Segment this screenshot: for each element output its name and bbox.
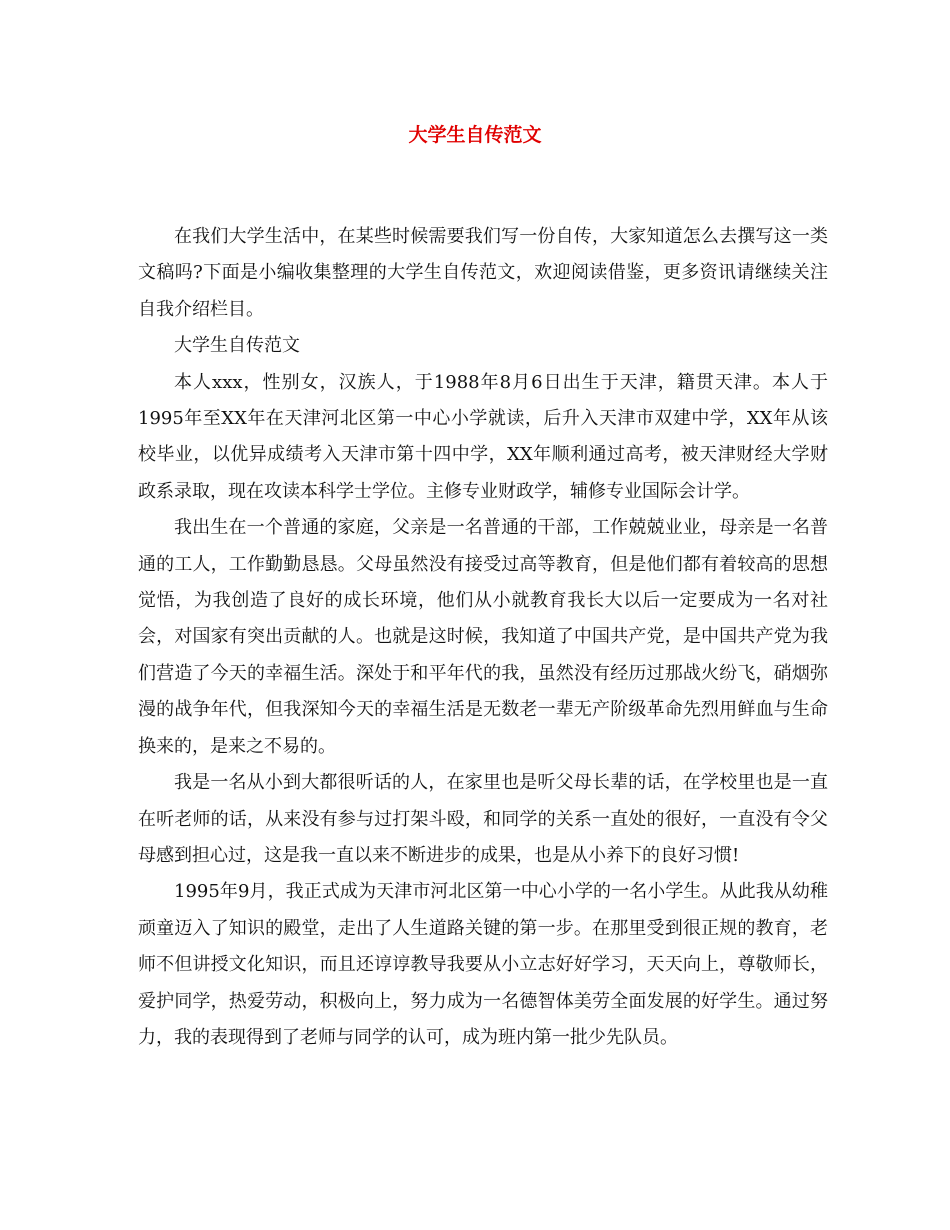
paragraph-background: 本人xxx，性别女，汉族人，于1988年8月6日出生于天津，籍贯天津。本人于1995年至XX年在天津河北区第一中心小学就读，后升入天津市双建中学，XX年从该校毕业，以优异成绩考入天津市第十四中学，XX年顺利通过高考，被天津财经大学财政系录取，现在攻读本科学士学位。主修专业财政学，辅修专业国际会计学。 <box>138 371 828 502</box>
paragraph-subtitle: 大学生自传范文 <box>174 335 300 357</box>
paragraph-primary-school: 1995年9月，我正式成为天津市河北区第一中心小学的一名小学生。从此我从幼稚顽童迈入了知识的殿堂，走出了人生道路关键的第一步。在那里受到很正规的教育，老师不但讲授文化知识，而且还谆谆教导我要从小立志好好学习，天天向上，尊敬师长，爱护同学，热爱劳动，积极向上，努力成为一名德智体美劳全面发展的好学生。通过努力，我的表现得到了老师与同学的认可，成为班内第一批少先队员。 <box>138 881 828 1048</box>
paragraph-intro: 在我们大学生活中，在某些时候需要我们写一份自传，大家知道怎么去撰写这一类文稿吗?下面是小编收集整理的大学生自传范文，欢迎阅读借鉴，更多资讯请继续关注自我介绍栏目。 <box>138 226 828 320</box>
document-title: 大学生自传范文 <box>408 124 542 146</box>
paragraph-family: 我出生在一个普通的家庭，父亲是一名普通的干部，工作兢兢业业，母亲是一名普通的工人，工作勤勤恳恳。父母虽然没有接受过高等教育，但是他们都有着较高的思想觉悟，为我创造了良好的成长环境，他们从小就教育我长大以后一定要成为一名对社会，对国家有突出贡献的人。也就是这时候，我知道了中国共产党，是中国共产党为我们营造了今天的幸福生活。深处于和平年代的我，虽然没有经历过那战火纷飞，硝烟弥漫的战争年代，但我深知今天的幸福生活是无数老一辈无产阶级革命先烈用鲜血与生命换来的，是来之不易的。 <box>138 517 828 757</box>
paragraph-character: 我是一名从小到大都很听话的人，在家里也是听父母长辈的话，在学校里也是一直在听老师的话，从来没有参与过打架斗殴，和同学的关系一直处的很好，一直没有令父母感到担心过，这是我一直以来不断进步的成果，也是从小养下的良好习惯! <box>138 772 828 866</box>
document-body <box>138 219 828 1056</box>
